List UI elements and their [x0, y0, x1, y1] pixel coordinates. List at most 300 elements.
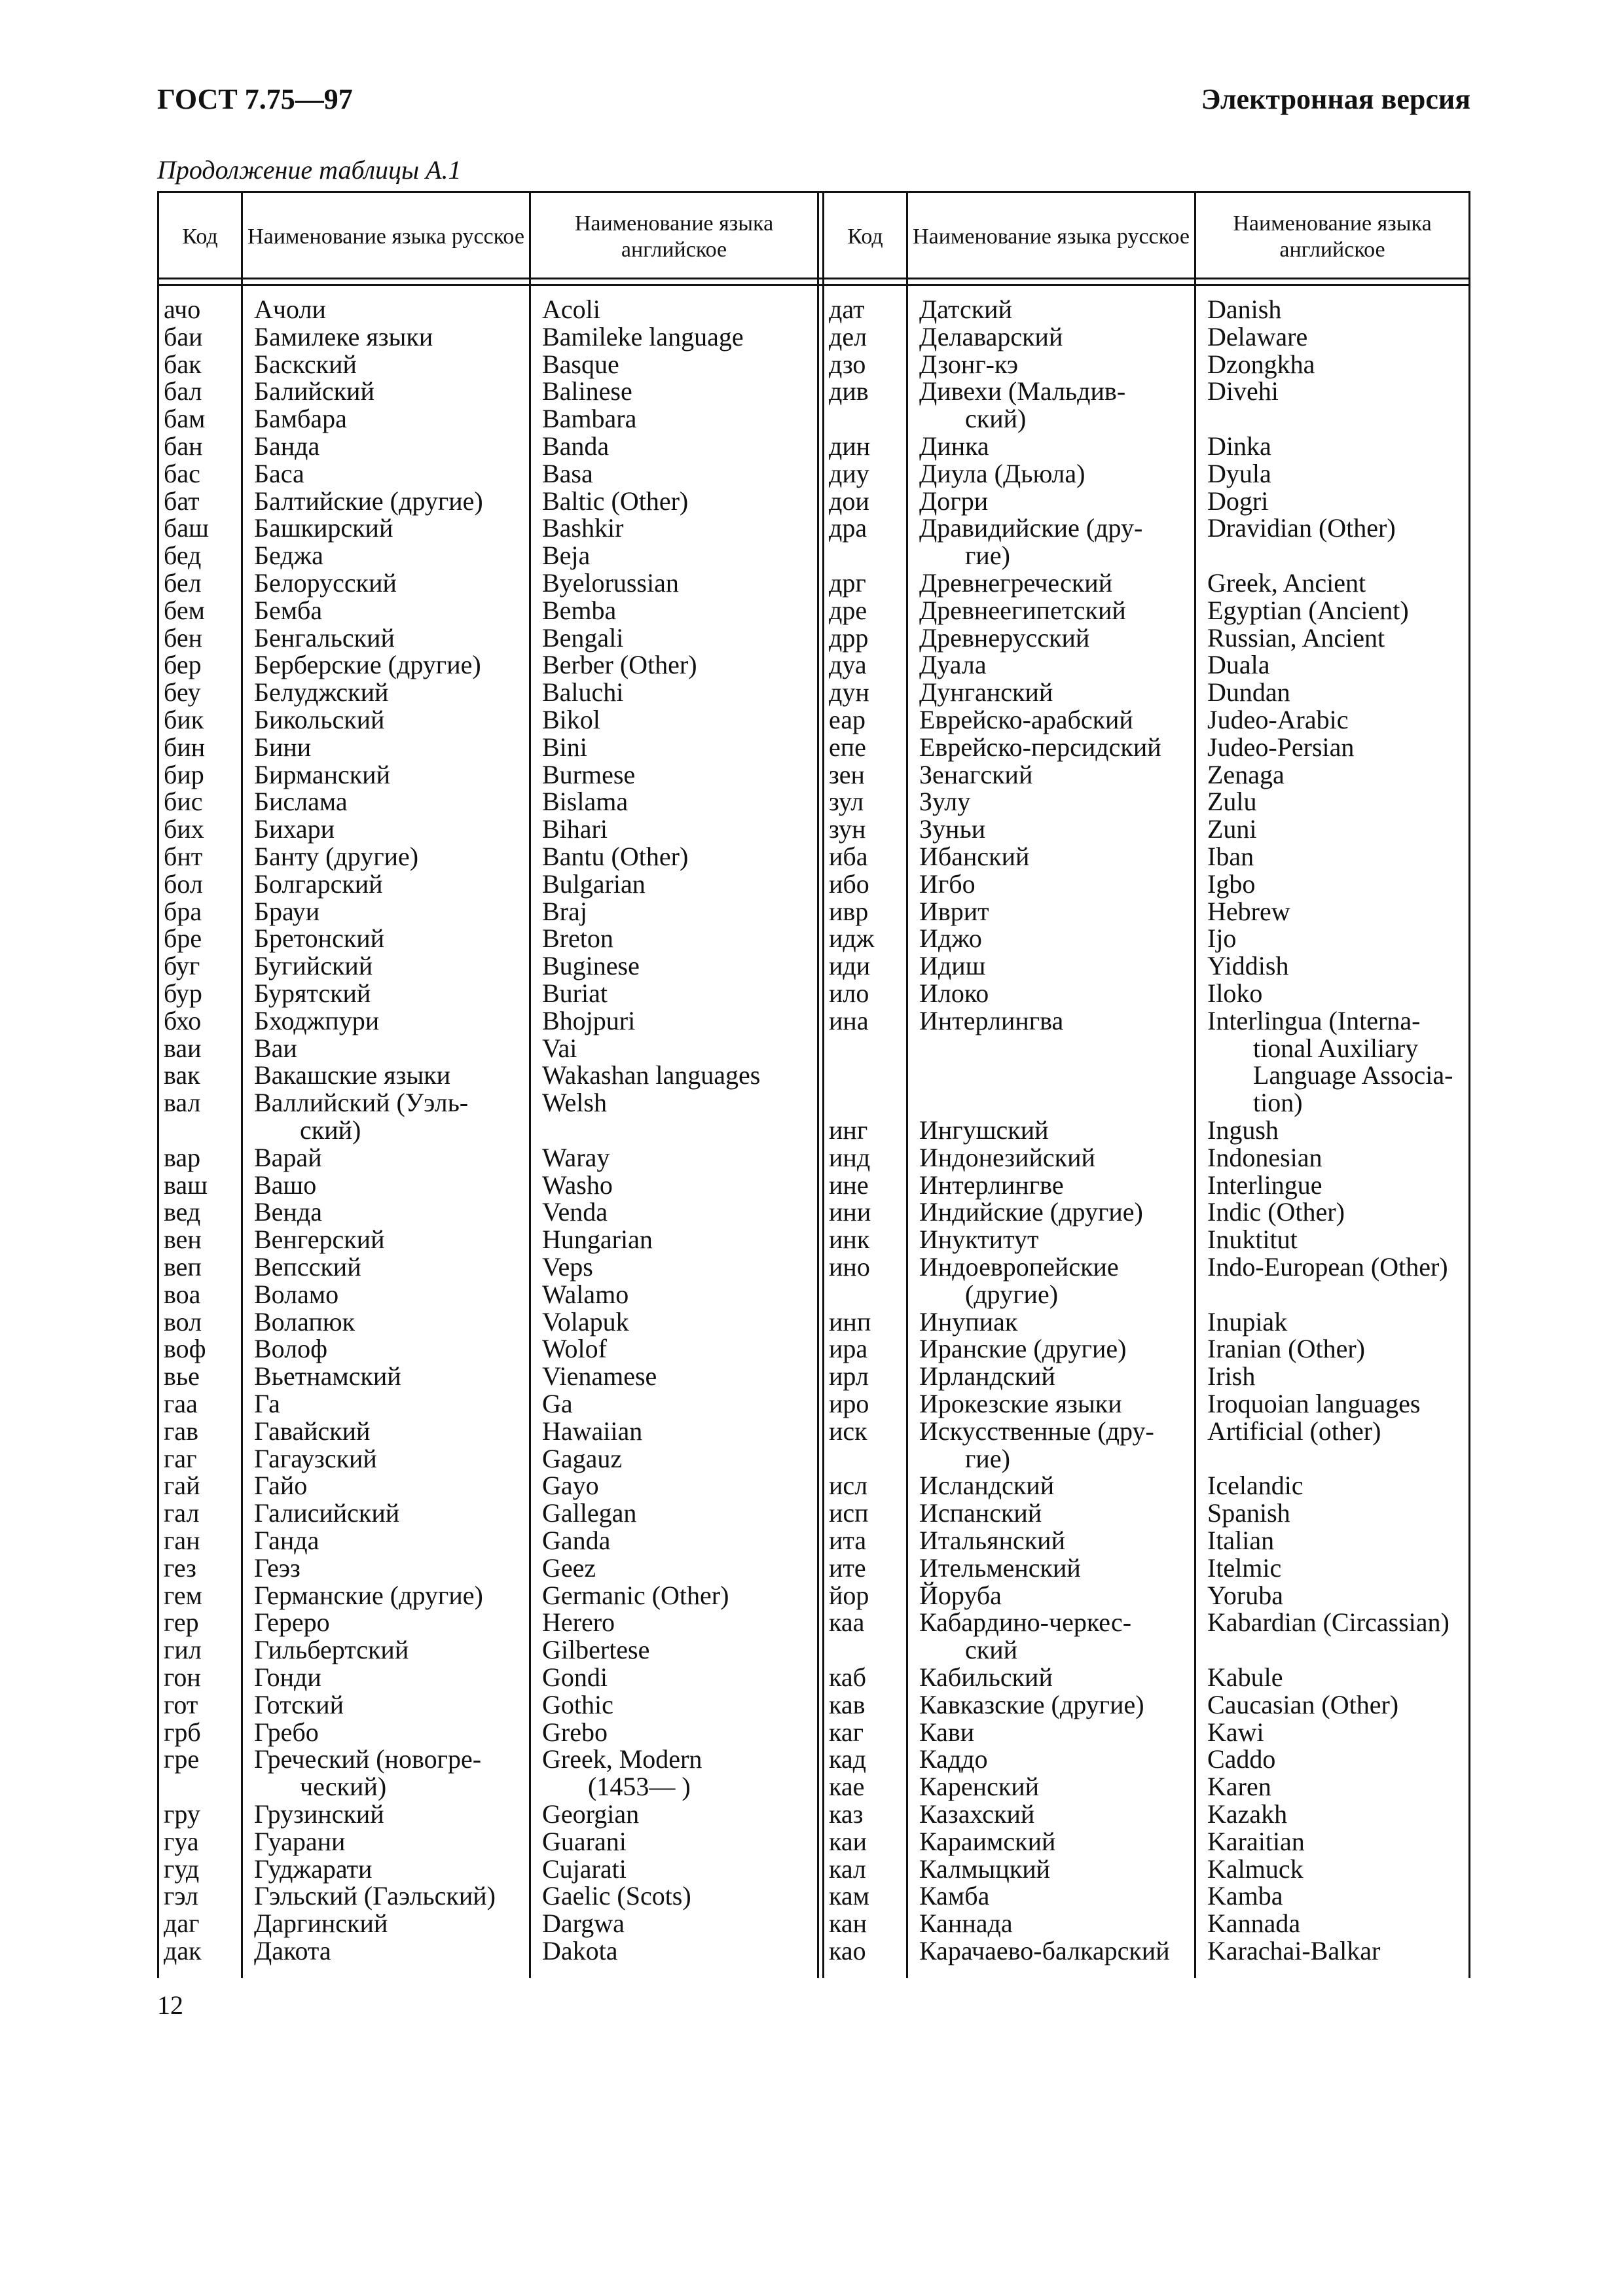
russian-name: Вакашские языки [254, 1060, 451, 1090]
english-name: Gagauz [542, 1443, 623, 1473]
english-name: Kamba [1207, 1881, 1283, 1911]
english-name: Kabardian (Circassian) [1207, 1607, 1450, 1638]
english-name: Kannada [1207, 1909, 1301, 1939]
russian-name: Гагаузский [254, 1443, 377, 1473]
russian-name: Белорусский [254, 568, 397, 598]
column-divider [1194, 191, 1196, 1978]
russian-name: Германские (другие) [254, 1580, 483, 1610]
russian-name: Венда [254, 1197, 322, 1227]
language-code: бол [164, 869, 203, 899]
russian-name: Ибанский [919, 842, 1030, 871]
english-name: Kazakh [1207, 1799, 1288, 1829]
language-code: кал [829, 1854, 866, 1884]
russian-name: Илоко [919, 978, 989, 1008]
language-code: бел [164, 568, 202, 598]
russian-name: Гавайский [254, 1416, 371, 1446]
language-code: зен [829, 759, 865, 789]
english-name: Indo-European (Other) [1207, 1252, 1448, 1282]
language-code: дре [829, 595, 867, 625]
english-name: Buginese [542, 951, 640, 981]
language-code: бис [164, 787, 203, 817]
russian-name: Бурятский [254, 978, 371, 1008]
russian-name: Балийский [254, 376, 374, 406]
russian-name: Гильбертский [254, 1635, 409, 1665]
language-code: бен [164, 622, 202, 653]
russian-name: Каннада [919, 1909, 1013, 1939]
english-name: tion) [1253, 1088, 1303, 1118]
russian-name: Калмыцкий [919, 1854, 1051, 1884]
russian-name: гие) [965, 1443, 1010, 1473]
edition-label: Электронная версия [1201, 83, 1470, 115]
language-code: бин [164, 732, 206, 762]
english-name: Germanic (Other) [542, 1580, 729, 1610]
russian-name: Индонезийский [919, 1142, 1095, 1172]
column-divider [157, 191, 159, 1978]
english-name: Egyptian (Ancient) [1207, 595, 1409, 625]
russian-name: Догри [919, 486, 989, 516]
language-code: гал [164, 1498, 200, 1528]
russian-name: Кабильский [919, 1662, 1053, 1692]
language-code: ино [829, 1252, 870, 1282]
english-name: Dakota [542, 1936, 618, 1965]
english-name: Herero [542, 1607, 615, 1638]
language-code: кае [829, 1772, 865, 1802]
english-name: Greek, Modern [542, 1744, 702, 1774]
english-name: tional Auxiliary [1253, 1033, 1419, 1063]
english-name: Welsh [542, 1088, 607, 1118]
english-name: Cujarati [542, 1854, 627, 1884]
english-name: Caddo [1207, 1744, 1276, 1774]
language-code: гаа [164, 1389, 198, 1418]
language-code: бер [164, 650, 202, 680]
english-name: Itelmic [1207, 1552, 1282, 1583]
language-code: исп [829, 1498, 869, 1528]
english-name: Karaitian [1207, 1826, 1305, 1856]
language-code: буг [164, 951, 200, 981]
language-code: веп [164, 1252, 202, 1282]
english-name: Spanish [1207, 1498, 1290, 1528]
language-code: дак [164, 1936, 202, 1965]
column-header-russian: Наименование языка русское [913, 224, 1190, 249]
english-name: Icelandic [1207, 1471, 1304, 1501]
language-code: каа [829, 1607, 865, 1638]
english-name: Dyula [1207, 458, 1271, 488]
russian-name: Бикольский [254, 705, 385, 734]
language-code: бик [164, 705, 204, 734]
english-name: Judeo-Arabic [1207, 705, 1349, 734]
column-header-russian: Наименование языка русское [247, 224, 524, 249]
russian-name: Еврейско-арабский [919, 705, 1133, 734]
russian-name: Бамбара [254, 404, 347, 434]
language-code: йор [829, 1580, 869, 1610]
english-name: Bantu (Other) [542, 842, 689, 871]
russian-name: ский) [300, 1115, 361, 1145]
english-name: Gilbertese [542, 1635, 650, 1665]
language-code: диу [829, 458, 869, 488]
english-name: Geez [542, 1552, 596, 1583]
english-name: Iroquoian languages [1207, 1389, 1421, 1418]
english-name: Indic (Other) [1207, 1197, 1345, 1227]
russian-name: Волапюк [254, 1306, 356, 1336]
language-code: див [829, 376, 869, 406]
russian-name: Дакота [254, 1936, 331, 1965]
russian-name: Гонди [254, 1662, 321, 1692]
table-caption: Продолжение таблицы А.1 [157, 155, 462, 185]
language-code: ган [164, 1526, 200, 1555]
russian-name: Бходжпури [254, 1005, 380, 1035]
language-code: дун [829, 677, 869, 708]
russian-name: Ирокезские языки [919, 1389, 1122, 1418]
russian-name: Бамилеке языки [254, 321, 433, 351]
english-name: Bemba [542, 595, 617, 625]
russian-name: Иджо [919, 924, 982, 954]
english-name: Danish [1207, 295, 1282, 324]
language-code: гил [164, 1635, 202, 1665]
column-divider [241, 191, 243, 1978]
column-divider [822, 191, 824, 1978]
english-name: Hungarian [542, 1225, 653, 1255]
russian-name: Интерлингва [919, 1005, 1064, 1035]
english-name: Indonesian [1207, 1142, 1322, 1172]
language-code: бан [164, 431, 203, 461]
language-code: беу [164, 677, 201, 708]
language-code: вал [164, 1088, 201, 1118]
language-code: бак [164, 349, 202, 379]
language-code: кам [829, 1881, 869, 1911]
english-name: Walamo [542, 1279, 629, 1309]
russian-name: Дунганский [919, 677, 1053, 708]
language-code: вед [164, 1197, 201, 1227]
russian-name: Банда [254, 431, 320, 461]
english-name: Banda [542, 431, 610, 461]
russian-name: Исландский [919, 1471, 1055, 1501]
language-code: иди [829, 951, 871, 981]
english-name: Bashkir [542, 513, 624, 543]
document-code: ГОСТ 7.75—97 [157, 83, 353, 115]
russian-name: Иранские (другие) [919, 1334, 1127, 1364]
russian-name: Зуньи [919, 814, 986, 844]
russian-name: Динка [919, 431, 989, 461]
russian-name: Ительменский [919, 1552, 1081, 1583]
russian-name: Ингушский [919, 1115, 1049, 1145]
english-name: Bikol [542, 705, 600, 734]
russian-name: Датский [919, 295, 1012, 324]
russian-name: Воламо [254, 1279, 339, 1309]
language-code: ите [829, 1552, 866, 1583]
language-code: исл [829, 1471, 868, 1501]
english-name: Iban [1207, 842, 1254, 871]
column-divider [529, 191, 531, 1978]
english-name: Artificial (other) [1207, 1416, 1381, 1446]
language-code: дои [829, 486, 869, 516]
english-name: Inupiak [1207, 1306, 1288, 1336]
english-name: Washo [542, 1170, 613, 1200]
english-name: Italian [1207, 1526, 1275, 1555]
english-name: Bhojpuri [542, 1005, 636, 1035]
english-name: Language Associa- [1253, 1060, 1453, 1090]
language-code: дуа [829, 650, 867, 680]
language-code: ило [829, 978, 869, 1008]
russian-name: Галисийский [254, 1498, 400, 1528]
language-code: гез [164, 1552, 196, 1583]
header-rule [157, 284, 1470, 286]
russian-name: Га [254, 1389, 280, 1418]
russian-name: Ваи [254, 1033, 297, 1063]
language-code: зул [829, 787, 864, 817]
english-name: Baluchi [542, 677, 624, 708]
russian-name: Баскский [254, 349, 357, 379]
language-code: каз [829, 1799, 864, 1829]
english-name: Wakashan languages [542, 1060, 761, 1090]
russian-name: Берберские (другие) [254, 650, 481, 680]
russian-name: Дравидийские (дру- [919, 513, 1143, 543]
language-code: еар [829, 705, 866, 734]
russian-name: Караимский [919, 1826, 1056, 1856]
language-code: гем [164, 1580, 202, 1610]
english-name: Yoruba [1207, 1580, 1283, 1610]
column-divider [906, 191, 908, 1978]
language-code: гот [164, 1689, 198, 1719]
english-name: Basque [542, 349, 619, 379]
language-code: ини [829, 1197, 871, 1227]
english-name: Acoli [542, 295, 600, 324]
english-name: Buriat [542, 978, 608, 1008]
russian-name: Даргинский [254, 1909, 388, 1939]
russian-name: Бихари [254, 814, 335, 844]
language-code: дра [829, 513, 867, 543]
english-name: Ga [542, 1389, 573, 1418]
language-code: бре [164, 924, 202, 954]
english-name: Grebo [542, 1717, 608, 1747]
language-code: дзо [829, 349, 866, 379]
english-name: Karen [1207, 1772, 1271, 1802]
russian-name: Каренский [919, 1772, 1040, 1802]
language-code: кан [829, 1909, 867, 1939]
russian-name: Иврит [919, 896, 989, 926]
language-code: иск [829, 1416, 867, 1446]
language-code: ваи [164, 1033, 202, 1063]
english-name: Ingush [1207, 1115, 1279, 1145]
russian-name: Кавказские (другие) [919, 1689, 1144, 1719]
english-name: Beja [542, 541, 591, 571]
language-code: вен [164, 1225, 202, 1255]
english-name: Vienamese [542, 1361, 657, 1391]
russian-name: Идиш [919, 951, 986, 981]
russian-name: Еврейско-персидский [919, 732, 1161, 762]
language-code: бед [164, 541, 202, 571]
english-name: Ganda [542, 1526, 611, 1555]
page-number: 12 [157, 1990, 183, 2020]
english-name: Interlingue [1207, 1170, 1322, 1200]
language-code: ита [829, 1526, 867, 1555]
english-name: Veps [542, 1252, 593, 1282]
russian-name: Вепсский [254, 1252, 361, 1282]
language-code: вол [164, 1306, 202, 1336]
russian-name: Гайо [254, 1471, 308, 1501]
russian-name: Балтийские (другие) [254, 486, 483, 516]
english-name: Gondi [542, 1662, 608, 1692]
language-code: воа [164, 1279, 201, 1309]
language-code: гру [164, 1799, 200, 1829]
language-code: дин [829, 431, 871, 461]
russian-name: Игбо [919, 869, 976, 899]
language-code: гер [164, 1607, 199, 1638]
russian-name: Вьетнамский [254, 1361, 401, 1391]
english-name: Breton [542, 924, 613, 954]
russian-name: Древнегреческий [919, 568, 1113, 598]
english-name: Dargwa [542, 1909, 625, 1939]
language-code: бам [164, 404, 206, 434]
english-name: Gayo [542, 1471, 599, 1501]
english-name: Bamileke language [542, 321, 744, 351]
language-code: гаг [164, 1443, 197, 1473]
russian-name: Варай [254, 1142, 322, 1172]
language-code: ибо [829, 869, 869, 899]
language-code: гон [164, 1662, 201, 1692]
russian-name: Зенагский [919, 759, 1033, 789]
russian-name: Готский [254, 1689, 344, 1719]
russian-name: Башкирский [254, 513, 393, 543]
russian-name: Гэльский (Гаэльский) [254, 1881, 496, 1911]
english-name: Bengali [542, 622, 624, 653]
english-name: Burmese [542, 759, 636, 789]
russian-name: Индоевропейские [919, 1252, 1119, 1282]
russian-name: Дивехи (Мальдив- [919, 376, 1126, 406]
english-name: Dogri [1207, 486, 1269, 516]
russian-name: ский [965, 1635, 1017, 1665]
english-name: Vai [542, 1033, 577, 1063]
russian-name: Кави [919, 1717, 975, 1747]
russian-name: Интерлингве [919, 1170, 1064, 1200]
english-name: Dravidian (Other) [1207, 513, 1396, 543]
russian-name: гие) [965, 541, 1010, 571]
english-name: Zulu [1207, 787, 1257, 817]
english-name: Gaelic (Scots) [542, 1881, 691, 1911]
russian-name: Древнеегипетский [919, 595, 1126, 625]
column-header-code: Код [847, 224, 883, 249]
language-code: баи [164, 321, 203, 351]
language-code: инк [829, 1225, 870, 1255]
russian-name: Волоф [254, 1334, 328, 1364]
russian-name: Гуарани [254, 1826, 346, 1856]
russian-name: Ачоли [254, 295, 326, 324]
column-divider [817, 191, 819, 1978]
english-name: Yiddish [1207, 951, 1289, 981]
russian-name: Диула (Дьюла) [919, 458, 1085, 488]
russian-name: Делаварский [919, 321, 1063, 351]
russian-name: Валлийский (Уэль- [254, 1088, 469, 1118]
english-name: Bambara [542, 404, 637, 434]
english-name: Caucasian (Other) [1207, 1689, 1399, 1719]
language-code: даг [164, 1909, 200, 1939]
language-code: бем [164, 595, 205, 625]
english-name: Volapuk [542, 1306, 629, 1336]
english-name: Interlingua (Interna- [1207, 1005, 1421, 1035]
english-name: Igbo [1207, 869, 1256, 899]
english-name: Dzongkha [1207, 349, 1315, 379]
english-name: Zuni [1207, 814, 1257, 844]
language-code: бра [164, 896, 202, 926]
language-code: грб [164, 1717, 201, 1747]
english-name: Irish [1207, 1361, 1256, 1391]
english-name: Bihari [542, 814, 608, 844]
english-name: Duala [1207, 650, 1270, 680]
language-code: ваш [164, 1170, 208, 1200]
russian-name: Бугийский [254, 951, 373, 981]
language-code: гай [164, 1471, 200, 1501]
language-code: инг [829, 1115, 868, 1145]
english-name: Delaware [1207, 321, 1308, 351]
language-code: каб [829, 1662, 866, 1692]
language-code: каи [829, 1826, 867, 1856]
language-code: ира [829, 1334, 868, 1364]
language-code: ачо [164, 295, 201, 324]
english-name: Gallegan [542, 1498, 637, 1528]
english-name: Venda [542, 1197, 608, 1227]
russian-name: Искусственные (дру- [919, 1416, 1154, 1446]
russian-name: Инуктитут [919, 1225, 1039, 1255]
english-name: Judeo-Persian [1207, 732, 1355, 762]
language-code: гуд [164, 1854, 200, 1884]
language-code: бас [164, 458, 200, 488]
language-code: вак [164, 1060, 200, 1090]
language-code: гуа [164, 1826, 199, 1856]
russian-name: Индийские (другие) [919, 1197, 1143, 1227]
english-name: Iranian (Other) [1207, 1334, 1365, 1364]
english-name: Braj [542, 896, 587, 926]
language-code: бнт [164, 842, 203, 871]
russian-name: Дзонг-кэ [919, 349, 1019, 379]
russian-name: Венгерский [254, 1225, 385, 1255]
language-code: ивр [829, 896, 869, 926]
language-code: воф [164, 1334, 206, 1364]
language-code: бур [164, 978, 202, 1008]
english-name: Dundan [1207, 677, 1290, 708]
language-code: вар [164, 1142, 201, 1172]
russian-name: Беджа [254, 541, 323, 571]
english-name: Greek, Ancient [1207, 568, 1366, 598]
language-code: гэл [164, 1881, 198, 1911]
russian-name: Бини [254, 732, 312, 762]
language-code: као [829, 1936, 866, 1965]
russian-name: Брауи [254, 896, 320, 926]
table-top-rule [157, 191, 1470, 193]
english-name: Georgian [542, 1799, 640, 1829]
language-code: бат [164, 486, 200, 516]
russian-name: Банту (другие) [254, 842, 419, 871]
russian-name: Грузинский [254, 1799, 384, 1829]
english-name: Hebrew [1207, 896, 1290, 926]
english-name: Balinese [542, 376, 632, 406]
column-header-code: Код [182, 224, 218, 249]
language-code: иба [829, 842, 868, 871]
english-name: Bulgarian [542, 869, 646, 899]
english-name: Baltic (Other) [542, 486, 689, 516]
language-code: дел [829, 321, 867, 351]
language-code: бал [164, 376, 202, 406]
language-code: ине [829, 1170, 869, 1200]
russian-name: Греческий (новогре- [254, 1744, 482, 1774]
language-code: дрр [829, 622, 869, 653]
russian-name: Гуджарати [254, 1854, 373, 1884]
russian-name: Карачаево-балкарский [919, 1936, 1170, 1965]
english-name: Basa [542, 458, 593, 488]
language-code: идж [829, 924, 875, 954]
column-header-english: Наименование языка английское [574, 211, 774, 262]
english-name: Divehi [1207, 376, 1279, 406]
language-code: иро [829, 1389, 869, 1418]
english-name: Kabule [1207, 1662, 1283, 1692]
